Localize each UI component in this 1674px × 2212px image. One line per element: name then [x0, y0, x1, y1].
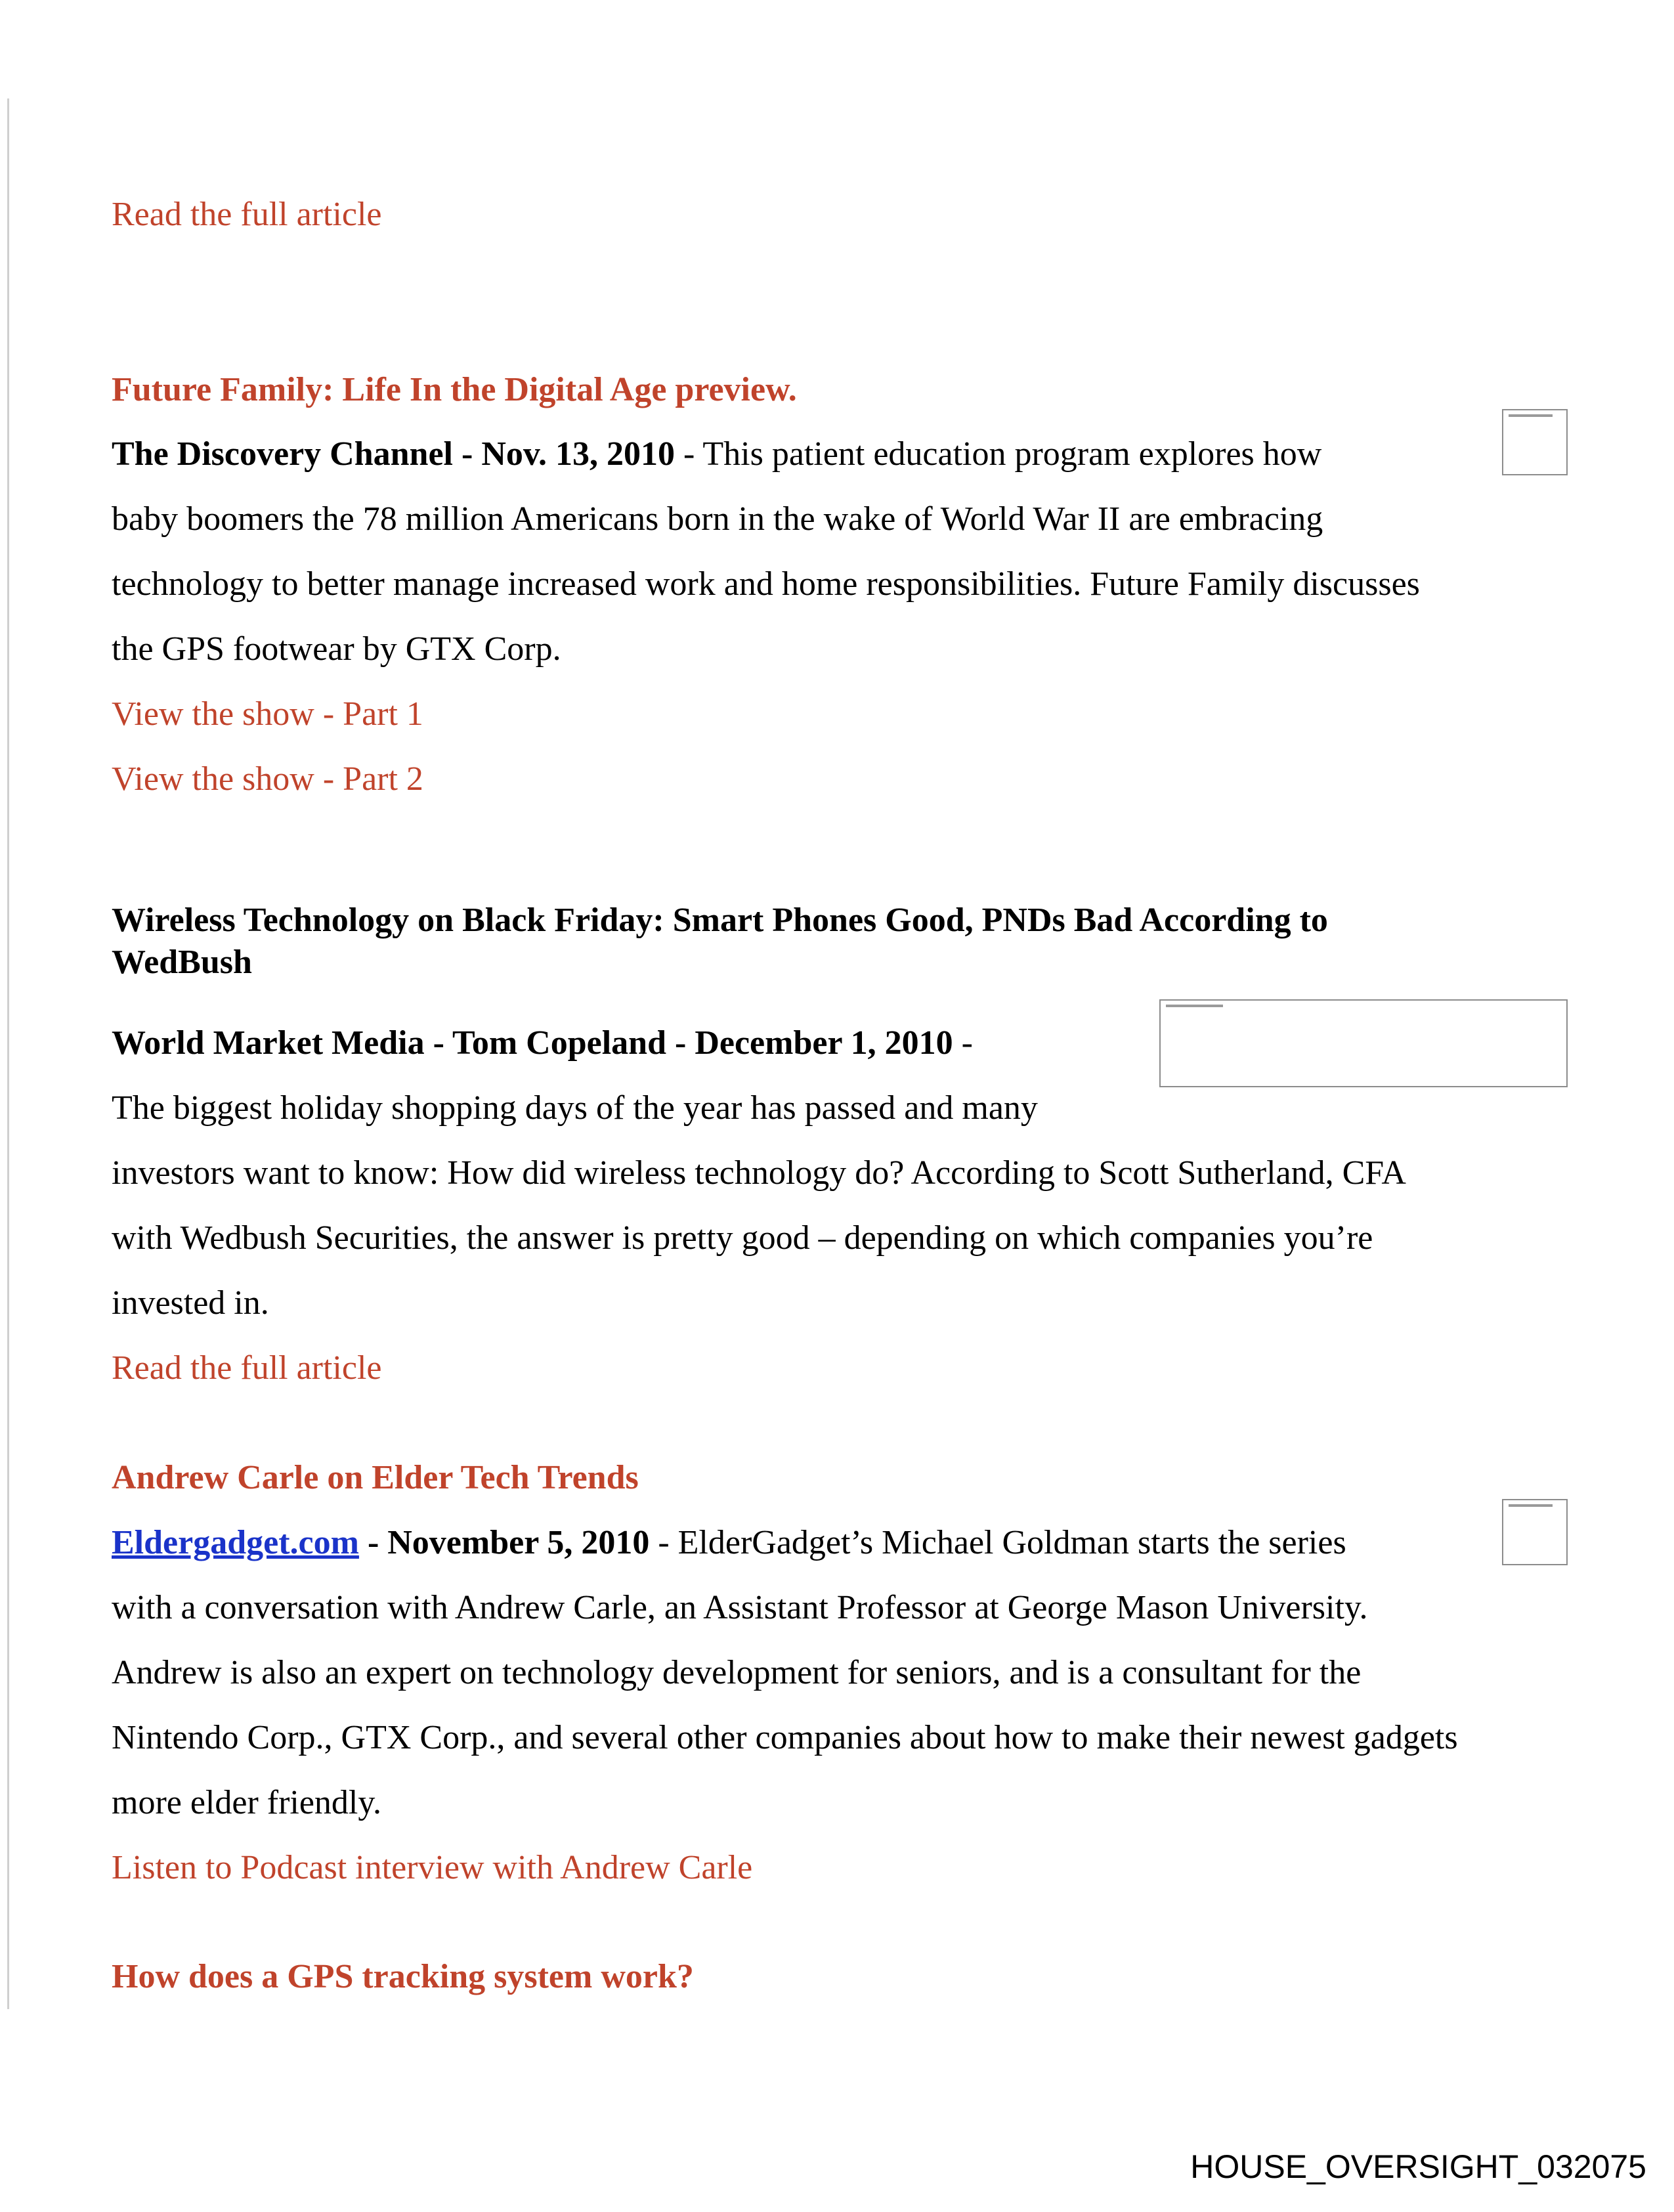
article3-text-2: with a conversation with Andrew Carle, an Assistant Professor at George Mason University.	[112, 1589, 1368, 1626]
article1-image-placeholder	[1502, 409, 1568, 475]
article3-line1	[112, 1523, 1346, 1563]
article1-text-4: the GPS footwear by GTX Corp.	[112, 630, 561, 668]
article3-image-placeholder	[1502, 1499, 1568, 1565]
article2-title-line2: WedBush	[112, 943, 252, 981]
article1-text-2: baby boomers the 78 million Americans born in the wake of World War II are embracing	[112, 500, 1323, 538]
read-full-article-link-top[interactable]: Read the full article	[112, 196, 382, 233]
left-margin-rule	[7, 98, 9, 2009]
article1-text-1: - This patient education program explores how	[675, 435, 1322, 473]
article1-title[interactable]: Future Family: Life In the Digital Age preview.	[112, 371, 797, 408]
article1-line1	[112, 434, 1321, 475]
article3-title[interactable]: Andrew Carle on Elder Tech Trends	[112, 1459, 639, 1496]
article2-text-2: investors want to know: How did wireless technology do? According to Scott Sutherland, CFA	[112, 1154, 1406, 1192]
view-show-part1-link[interactable]: View the show - Part 1	[112, 695, 423, 733]
article1-text-3: technology to better manage increased work and home responsibilities. Future Family discusses	[112, 565, 1420, 603]
article2-text-3: with Wedbush Securities, the answer is pretty good – depending on which companies you’re	[112, 1219, 1373, 1257]
article2-title-line1: Wireless Technology on Black Friday: Smart Phones Good, PNDs Bad According to	[112, 901, 1328, 939]
eldergadget-link[interactable]: Eldergadget.com	[112, 1524, 359, 1561]
article1-source: The Discovery Channel	[112, 435, 453, 473]
article2-byline	[112, 1023, 973, 1064]
bates-number: HOUSE_OVERSIGHT_032075	[1190, 2148, 1646, 2185]
article3-text-3: Andrew is also an expert on technology development for seniors, and is a consultant for the	[112, 1654, 1362, 1691]
article2-text-1: The biggest holiday shopping days of the year has passed and many	[112, 1089, 1038, 1127]
listen-podcast-link[interactable]: Listen to Podcast interview with Andrew Carle	[112, 1849, 753, 1886]
article2-text-4: invested in.	[112, 1284, 269, 1322]
article1-sep: -	[453, 435, 482, 473]
article2-image-placeholder	[1159, 999, 1568, 1087]
read-full-article-link-2[interactable]: Read the full article	[112, 1349, 382, 1387]
article4-title[interactable]: How does a GPS tracking system work?	[112, 1958, 694, 1995]
article3-text-1: - ElderGadget’s Michael Goldman starts the series	[649, 1524, 1346, 1561]
article3-text-5: more elder friendly.	[112, 1784, 381, 1821]
article3-date: - November 5, 2010	[358, 1524, 650, 1561]
article3-text-4: Nintendo Corp., GTX Corp., and several other companies about how to make their newest gadgets	[112, 1719, 1458, 1756]
view-show-part2-link[interactable]: View the show - Part 2	[112, 760, 423, 798]
article2-byline-tail: -	[953, 1024, 973, 1062]
article2-byline-text: World Market Media - Tom Copeland - December 1, 2010	[112, 1024, 953, 1062]
article1-date: Nov. 13, 2010	[481, 435, 676, 473]
